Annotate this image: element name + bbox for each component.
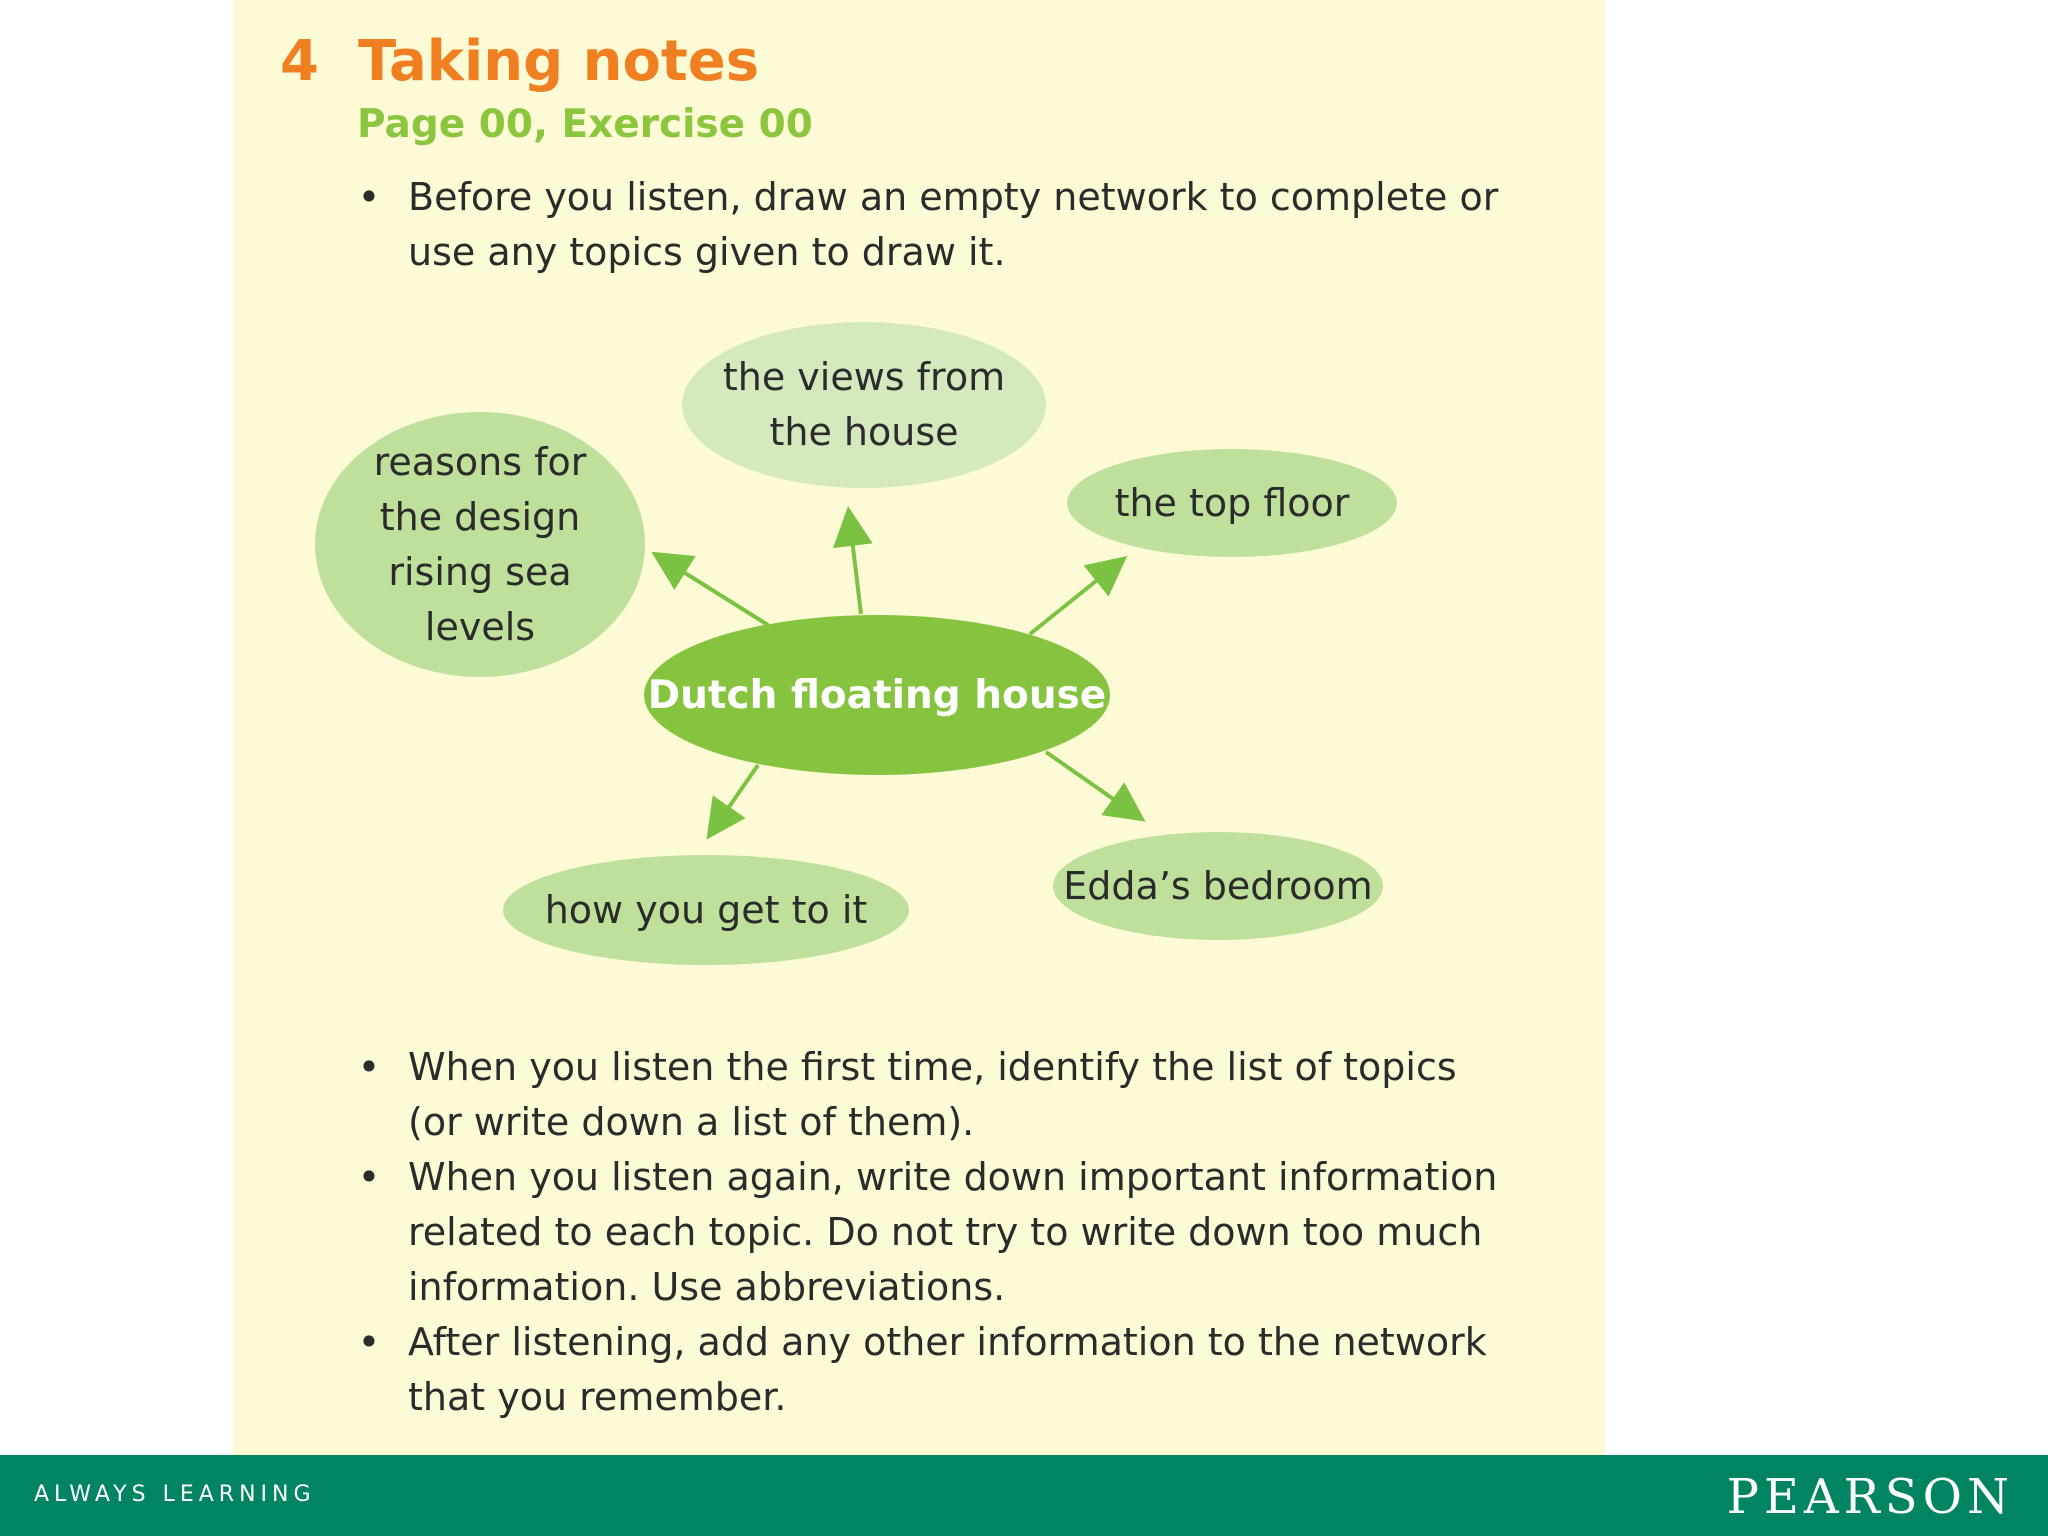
instructions-before-list: [355, 170, 1505, 280]
node-top-floor: the top floor: [1067, 449, 1397, 557]
instructions-after-list: [355, 1040, 1505, 1425]
list-item: [355, 1040, 1505, 1150]
list-item-text: When you listen the first time, identify the list of topics (or write down a list of them).: [408, 1045, 1457, 1144]
bullet-icon: •: [357, 175, 381, 219]
footer-bar: [0, 1455, 2048, 1536]
list-item: [355, 1150, 1505, 1315]
node-center: Dutch floating house: [644, 615, 1110, 775]
section-heading: [280, 26, 759, 98]
node-views: the views from the house: [682, 322, 1046, 488]
exercise-reference: Page 00, Exercise 00: [357, 102, 813, 147]
bullet-icon: •: [357, 1320, 381, 1364]
list-item-text: After listening, add any other information to the network that you remember.: [408, 1320, 1487, 1419]
list-item: [355, 1315, 1505, 1425]
footer-tagline: ALWAYS LEARNING: [34, 1482, 316, 1507]
bullet-icon: •: [357, 1045, 381, 1089]
section-number: 4: [280, 29, 319, 94]
node-access: how you get to it: [503, 855, 909, 965]
brand-logo: PEARSON: [1726, 1469, 2014, 1525]
node-bedroom: Edda’s bedroom: [1053, 832, 1383, 940]
node-design: reasons for the design rising sea levels: [315, 412, 645, 677]
list-item-text: Before you listen, draw an empty network to complete or use any topics given to draw it.: [408, 175, 1499, 274]
bullet-icon: •: [357, 1155, 381, 1199]
list-item-text: When you listen again, write down important information related to each topic. Do not try to write down too much information. Use abbreviations.: [408, 1155, 1498, 1309]
section-title: Taking notes: [358, 29, 760, 94]
list-item: [355, 170, 1505, 280]
